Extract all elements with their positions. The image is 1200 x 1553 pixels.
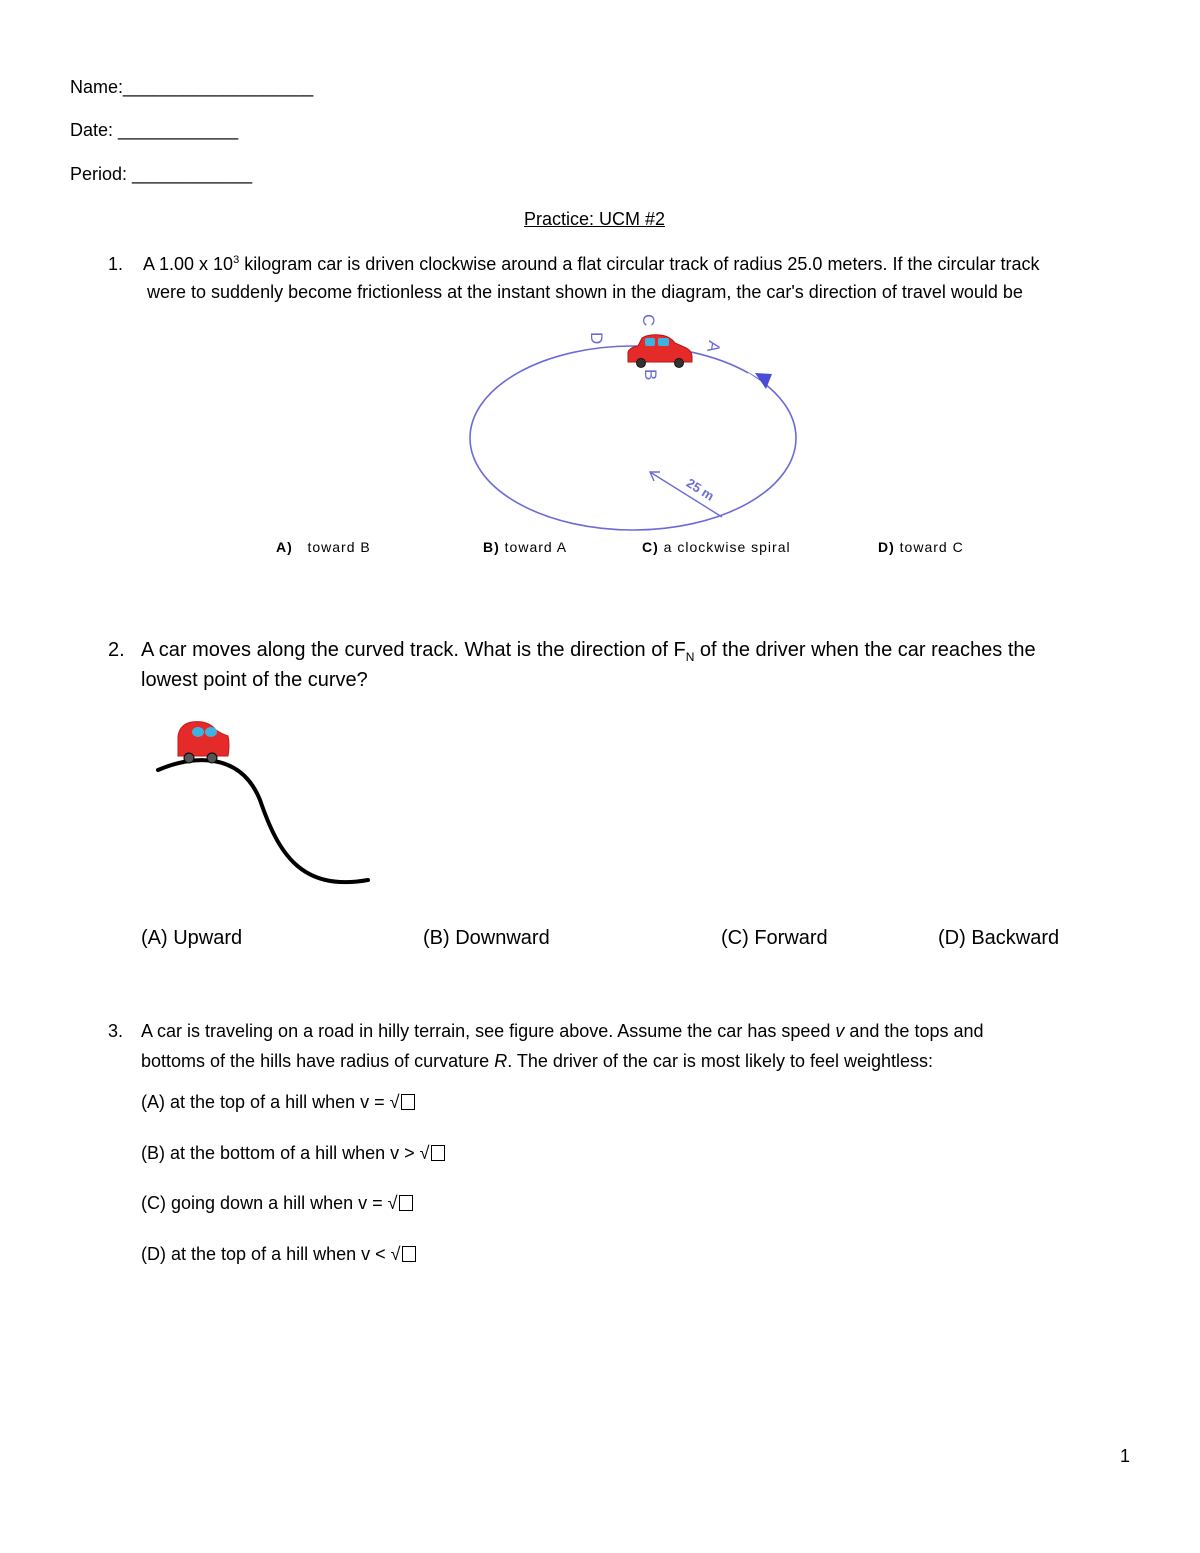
q3-radius-variable: R	[494, 1051, 508, 1071]
q2-line1	[141, 637, 1036, 663]
curved-track-diagram	[150, 712, 380, 897]
q3-number: 3.	[108, 1021, 124, 1041]
q3-choice-a[interactable]	[141, 1090, 415, 1114]
period-field: Period: ____________	[70, 164, 253, 184]
q3-line1	[141, 1019, 984, 1043]
q3-line2-post: . The driver of the car is most likely to feel weightless:	[507, 1051, 934, 1071]
q1-mass: A 1.00 x 10	[143, 254, 234, 274]
q2-choice-b[interactable]: (B) Downward	[423, 927, 550, 949]
q3-choice-d-text: at the top of a hill when v < √	[166, 1244, 401, 1264]
q3-choice-b-letter: (B)	[141, 1143, 165, 1163]
q3-choice-c-letter: (C)	[141, 1193, 166, 1213]
q1-choice-c[interactable]	[642, 539, 791, 555]
q3-choice-d[interactable]	[141, 1242, 416, 1266]
q3-line1-pre: A car is traveling on a road in hilly terrain, see figure above. Assume the car has speed	[141, 1021, 836, 1041]
q2-choice-a[interactable]: (A) Upward	[141, 927, 243, 949]
q1-choice-c-text: a clockwise spiral	[663, 539, 791, 555]
q2-choice-c[interactable]: (C) Forward	[721, 927, 828, 949]
label-a: A	[703, 339, 724, 354]
q3-choice-c-text: going down a hill when v = √	[166, 1193, 398, 1213]
q3-choice-b[interactable]	[141, 1141, 445, 1165]
hill-car-icon	[178, 722, 229, 763]
q3-speed-variable: v	[835, 1021, 845, 1041]
q1-mass-exponent: 3	[233, 254, 240, 266]
q1-line1-rest: kilogram car is driven clockwise around a flat circular track of radius 25.0 meters. If the circular track	[239, 254, 1040, 274]
q1-line1	[143, 252, 1040, 276]
radius-label: 25 m	[683, 475, 717, 504]
q1-choice-a-letter: A)	[276, 539, 293, 555]
q1-choice-b[interactable]	[483, 539, 567, 555]
q1-choice-a-text: toward B	[307, 539, 371, 555]
q2-number: 2.	[108, 639, 125, 661]
q2-line1-pre: A car moves along the curved track. What is the direction of F	[141, 639, 686, 661]
q2-line1-post: of the driver when the car reaches the	[694, 639, 1036, 661]
curved-track	[158, 760, 368, 882]
q1-line2: were to suddenly become frictionless at the instant shown in the diagram, the car's direction of travel would be	[147, 282, 1023, 302]
q2-choice-d[interactable]: (D) Backward	[938, 927, 1060, 949]
page-number: 1	[1120, 1446, 1131, 1466]
q3-choice-a-letter: (A)	[141, 1092, 165, 1112]
q3-choice-b-text: at the bottom of a hill when v > √	[165, 1143, 430, 1163]
q1-choice-d-letter: D)	[878, 539, 895, 555]
car-icon	[628, 335, 692, 368]
q1-choice-c-letter: C)	[642, 539, 659, 555]
label-c: C	[639, 314, 658, 327]
q3-choice-c[interactable]	[141, 1191, 413, 1215]
date-field: Date: ____________	[70, 120, 239, 140]
q1-choice-b-letter: B)	[483, 539, 500, 555]
q1-choice-d[interactable]	[878, 539, 964, 555]
name-field: Name:___________________	[70, 77, 314, 97]
placeholder-box-icon	[431, 1145, 445, 1161]
q2-line2: lowest point of the curve?	[141, 669, 368, 691]
placeholder-box-icon	[399, 1195, 413, 1211]
q1-number: 1.	[108, 254, 124, 274]
label-b: B	[641, 369, 660, 381]
circular-track-diagram	[460, 305, 810, 540]
q3-line2	[141, 1049, 933, 1073]
q3-choice-a-text: at the top of a hill when v = √	[165, 1092, 400, 1112]
q1-choice-b-text: toward A	[504, 539, 568, 555]
q3-line2-pre: bottoms of the hills have radius of curvature	[141, 1051, 495, 1071]
q1-choice-d-text: toward C	[899, 539, 964, 555]
page-title: Practice: UCM #2	[524, 209, 666, 229]
placeholder-box-icon	[402, 1246, 416, 1262]
q2-fn-subscript: N	[685, 650, 695, 664]
q3-line1-post: and the tops and	[844, 1021, 984, 1041]
q3-choice-d-letter: (D)	[141, 1244, 166, 1264]
q1-choice-a[interactable]	[276, 539, 371, 555]
label-d: D	[587, 332, 606, 345]
placeholder-box-icon	[401, 1094, 415, 1110]
circular-track	[470, 346, 796, 530]
